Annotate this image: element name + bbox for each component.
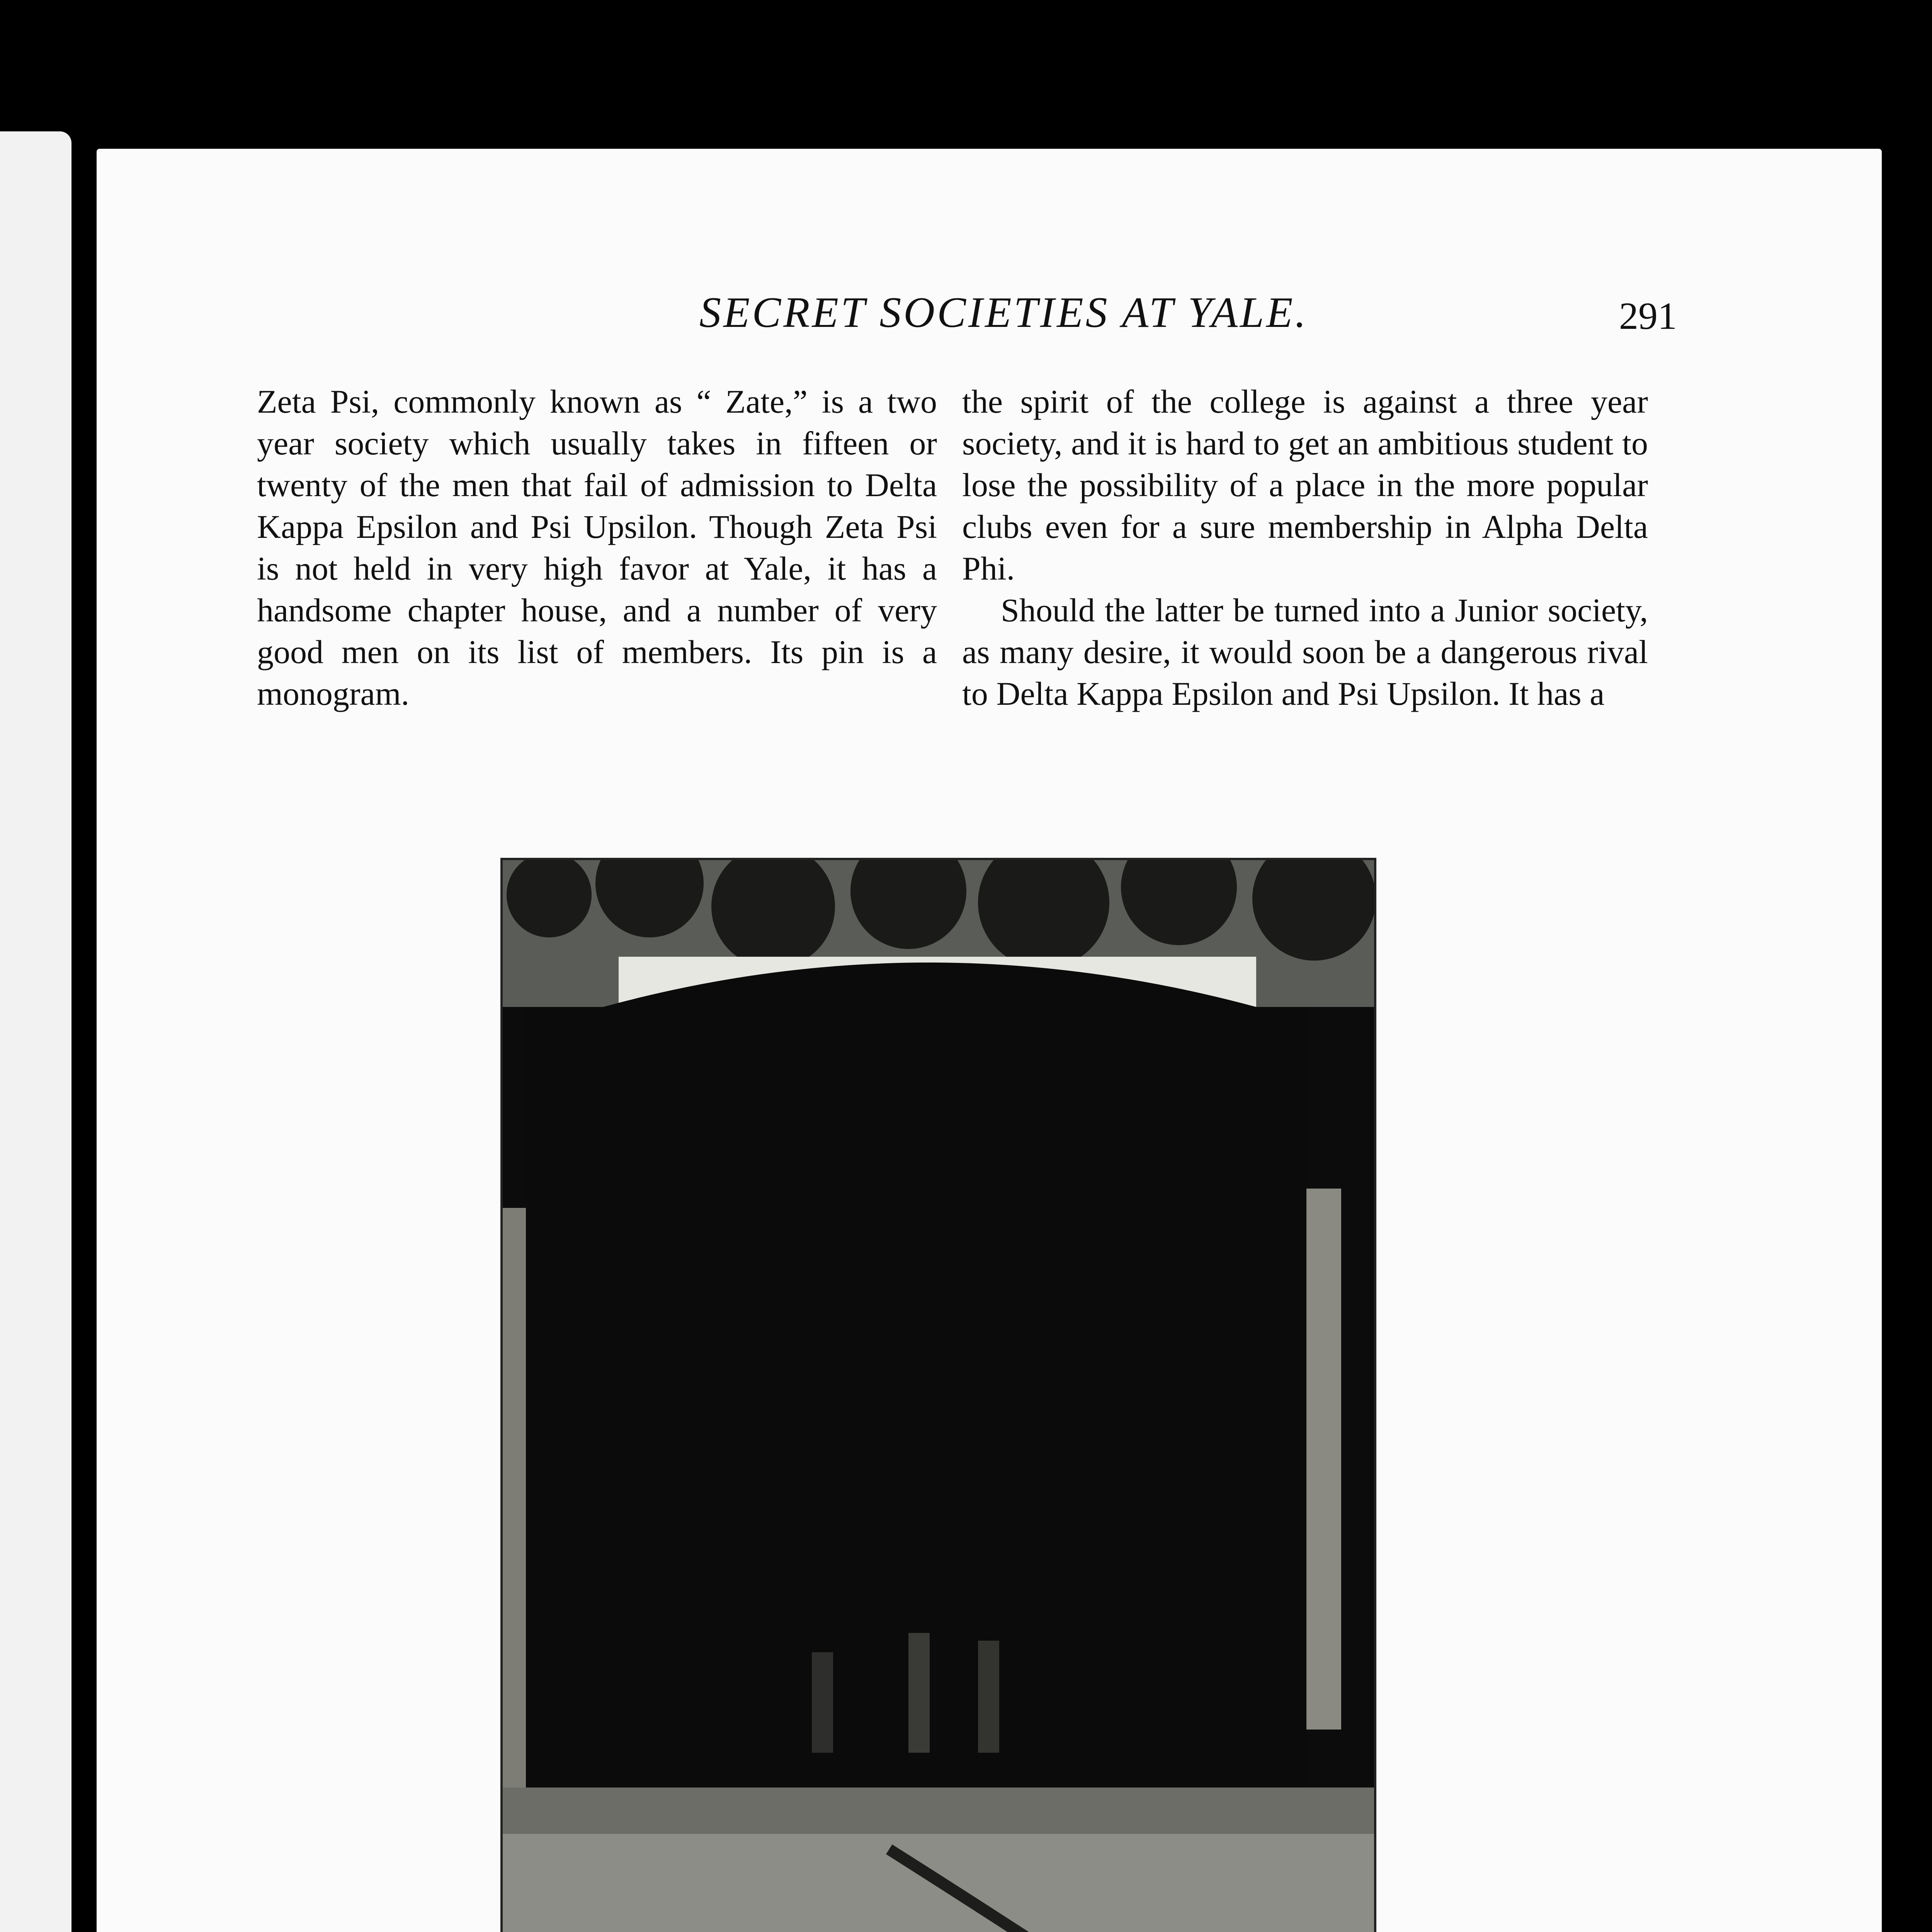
- skull-and-bones-photo: [500, 858, 1376, 1932]
- book-page: [97, 149, 1882, 1932]
- paragraph: Zeta Psi, commonly known as “ Zate,” is a two year society which usually takes in fifteen or twenty of the men that fail of admission to Delta Kappa Epsilon and Psi Upsilon. Though Zeta Psi is not held in very high favor at Yale, it has a handsome chapter house, and a number of very good men on its list of members. Its pin is a monogram.: [257, 383, 937, 712]
- text-column-top-right: [962, 381, 1648, 714]
- paragraph: Should the latter be turned into a Junior society, as many desire, it would soon be a dangerous rival to Delta Kappa Epsilon and Psi Upsilon. It has a: [962, 592, 1648, 712]
- text-column-top-left: [257, 381, 937, 714]
- running-head: SECRET SOCIETIES AT YALE.: [699, 289, 1308, 337]
- photo-illustration: [503, 860, 1374, 1932]
- facing-page-edge: [0, 131, 71, 1932]
- paragraph: the spirit of the college is against a three year society, and it is hard to get an ambitious student to lose the possibility of a place in the more popular clubs even for a sure membership in Alpha Delta Phi.: [962, 383, 1648, 587]
- page-number: 291: [1619, 294, 1677, 337]
